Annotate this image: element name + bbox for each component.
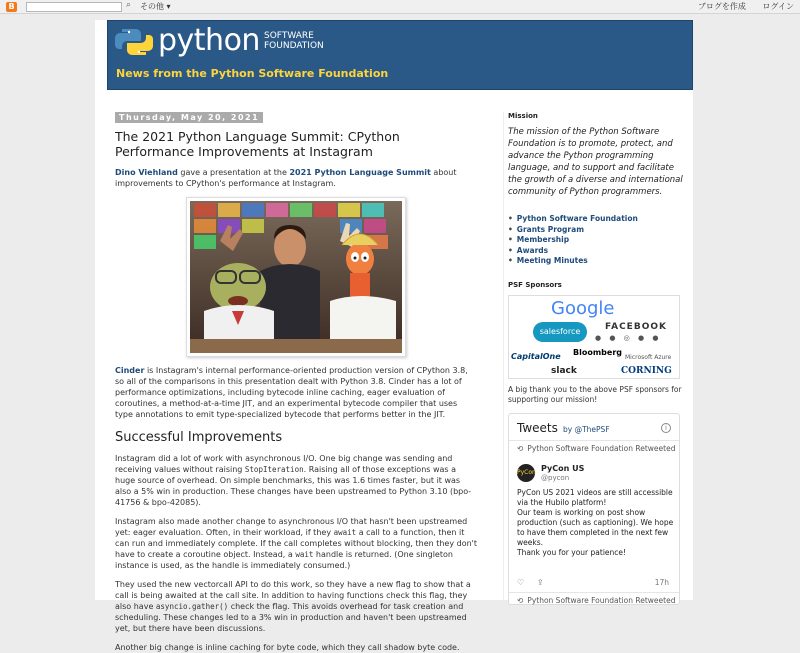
sponsors-thanks: A big thank you to the above PSF sponsors for supporting our mission! <box>508 384 682 404</box>
tweet-actions <box>517 578 544 587</box>
like-icon[interactable]: ♡ <box>517 577 525 587</box>
vectorcall-paragraph: They used the new vectorcall API to do this work, so they have a new flag to show that a call is being awaited at the call site. In addition to having functions check this flag, they also have asyncio.gather() check the flag. This avoids overhead for task creation and scheduling. These changes led to a 3% win in production and haven't been upstreamed yet, but there have been discussions. <box>115 580 471 633</box>
avatar[interactable]: PyCon <box>517 464 535 482</box>
retweet-note: ⟲ Python Software Foundation Retweeted <box>517 443 676 453</box>
mission-heading: Mission <box>508 112 538 120</box>
page-content <box>95 20 693 652</box>
sidebar-links <box>508 214 687 267</box>
muppets-image <box>190 201 402 353</box>
info-icon[interactable]: i <box>661 423 671 433</box>
post-title[interactable]: The 2021 Python Language Summit: CPython Performance Improvements at Instagram <box>115 129 400 159</box>
twitter-widget <box>508 413 680 605</box>
sponsor-capitalone: CapitalOne <box>511 351 561 361</box>
sponsors-image[interactable] <box>508 295 680 379</box>
share-icon[interactable]: ⇪ <box>536 577 544 587</box>
tweets-by-link[interactable]: by @ThePSF <box>563 424 610 434</box>
chevron-down-icon: ▾ <box>166 2 171 11</box>
summit-link[interactable]: 2021 Python Language Summit <box>289 168 431 177</box>
sponsor-facebook: FACEBOOK <box>605 321 667 332</box>
logo-subtitle: SOFTWARE FOUNDATION <box>264 31 324 51</box>
post-photo[interactable] <box>186 197 406 357</box>
divider <box>509 440 679 441</box>
login-link[interactable]: ログイン <box>762 2 794 11</box>
shadow-bytecode-paragraph: Another big change is inline caching for byte code, which they call shadow byte code. <box>115 643 460 652</box>
search-icon[interactable]: ⌕ <box>126 0 132 10</box>
retweet-icon: ⟲ <box>517 595 524 605</box>
search-input[interactable] <box>26 2 122 12</box>
sponsor-slack: slack <box>551 365 577 376</box>
sidebar-link-membership[interactable]: • Membership <box>508 235 687 246</box>
sidebar <box>503 112 687 605</box>
eager-paragraph: Instagram also made another change to asynchronous I/O that hasn't been upstreamed yet: eager evaluation. Often, in their workload, if they await a call to a function, then it can run and immediately complete. If the call completes without blocking, then they don't have to create a coroutine object. Instead, a wait handle is returned. (One singleton instance is used, as the handle is immediately consumed.) <box>115 517 478 570</box>
tweet-account-name[interactable]: PyCon US <box>541 463 585 473</box>
post-intro: Dino Viehland gave a presentation at the 2021 Python Language Summit about improvements to CPython's performance at Instagram. <box>115 168 457 188</box>
sponsor-google: Google <box>551 297 615 319</box>
social-icons: ● ● ◎ ● ● <box>595 333 662 342</box>
logo-wordmark: python <box>158 23 260 58</box>
sidebar-link-grants[interactable]: • Grants Program <box>508 225 687 236</box>
blogger-navbar <box>0 0 800 14</box>
retweet-icon: ⟲ <box>517 443 524 453</box>
sponsor-microsoft: Microsoft Azure <box>625 353 672 361</box>
async-paragraph: Instagram did a lot of work with asynchronous I/O. One big change was sending and receiving values without raising StopIteration. Raising all of those exceptions was a huge source of overhead. On simple benchmarks, this was 1.6 times faster, but it was also a 5% win in production. These changes have been upstreamed to Python 3.10 (bpo-41756 & bpo-42085). <box>115 454 472 507</box>
sponsor-salesforce: salesforce <box>533 322 587 342</box>
navbar-actions <box>684 2 794 12</box>
cinder-paragraph: Cinder is Instagram's internal performance-oriented production version of CPython 3.8, so all of the comparisons in this presentation dealt with Python 3.8. Cinder has a lot of performance optimizations, including bytecode inline caching, eager evaluation of coroutines, a method-at-a-time JIT, and an experimental bytecode compiler that uses type annotations to emit type-specialized bytecode that performs better in the JIT. <box>115 366 468 419</box>
python-logo-icon[interactable] <box>114 27 154 57</box>
blogger-logo-icon[interactable]: B <box>6 2 17 12</box>
tweets-title: Tweets <box>517 420 558 435</box>
sponsors-heading: PSF Sponsors <box>508 280 562 289</box>
tweet-text: PyCon US 2021 videos are still accessible via the Hubilo platform! Our team is working on post show production (such as captioning). We hope to have them completed in the next few weeks. Thank you for your patience! <box>517 487 674 557</box>
cinder-link[interactable]: Cinder <box>115 366 145 375</box>
tweet-account-handle[interactable]: @pycon <box>541 473 570 482</box>
blog-description: News from the Python Software Foundation <box>116 67 389 80</box>
mission-text: The mission of the Python Software Foundation is to promote, protect, and advance the Python programming language, and to support and facilitate the growth of a diverse and international community of Python programmers. <box>508 127 683 197</box>
blog-header <box>107 20 693 90</box>
tweet-time[interactable]: 17h <box>654 577 669 587</box>
sponsor-corning: CORNING <box>621 365 672 376</box>
page-outer <box>80 14 720 652</box>
more-menu[interactable]: その他 ▾ <box>140 2 171 11</box>
sidebar-link-awards[interactable]: • Awards <box>508 246 687 257</box>
sponsor-bloomberg: Bloomberg <box>573 347 622 357</box>
sidebar-link-minutes[interactable]: • Meeting Minutes <box>508 256 687 267</box>
retweet-note: ⟲ Python Software Foundation Retweeted <box>517 595 676 605</box>
sidebar-link-psf[interactable]: • Python Software Foundation <box>508 214 687 225</box>
post-column <box>115 112 477 653</box>
post-date: Thursday, May 20, 2021 <box>115 112 263 123</box>
create-blog-link[interactable]: ブログを作成 <box>697 2 746 11</box>
author-link[interactable]: Dino Viehland <box>115 168 178 177</box>
divider <box>509 592 679 593</box>
section-heading: Successful Improvements <box>115 430 283 445</box>
